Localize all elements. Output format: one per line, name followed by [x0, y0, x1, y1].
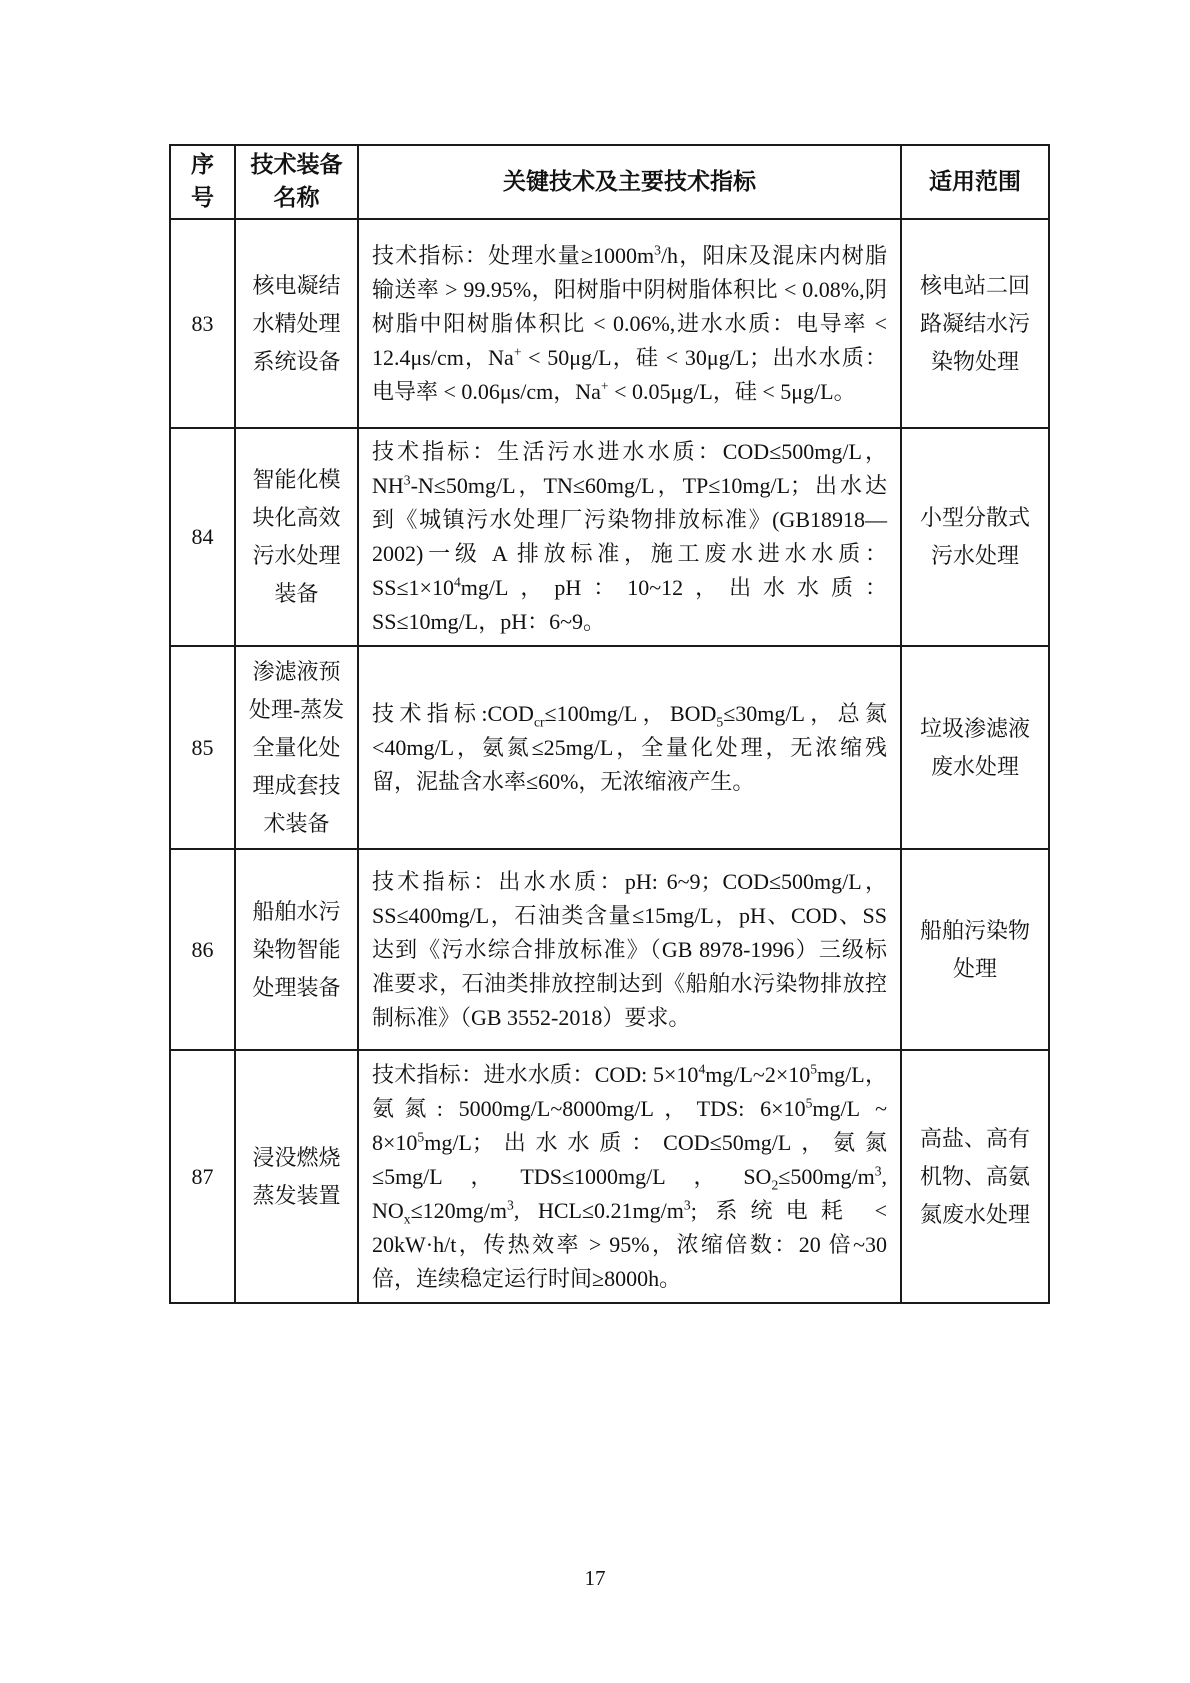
col-header-serial: [170, 145, 235, 219]
equipment-name: 智能化模块化高效污水处理装备: [235, 428, 358, 646]
table-header-row: [170, 145, 1049, 219]
equipment-name: 渗滤液预处理-蒸发全量化处理成套技术装备: [235, 646, 358, 849]
equipment-name: 核电凝结水精处理系统设备: [235, 219, 358, 428]
col-header-indicators: 关键技术及主要技术指标: [358, 145, 901, 219]
table-row: [170, 1050, 1049, 1303]
indicators-text: 技术指标：生活污水进水水质：COD≤500mg/L，$NH^3-N\le 50mg/L$，TN≤60mg/L，TP≤10mg/L；出水达到《城镇污水处理厂污染物排放标准》(GB18918—2002)一级 A 排放标准，施工废水进水水质：$SS\le 1\times 10^4mg/L$，pH：10~12，出水水质：SS≤10mg/L，pH：6~9。: [358, 428, 901, 646]
row-serial: 83: [170, 219, 235, 428]
col-header-equipment-name-label: 技术装备名称: [250, 152, 343, 211]
scope-text: 核电站二回路凝结水污染物处理: [901, 219, 1049, 428]
col-header-scope: 适用范围: [901, 145, 1049, 219]
indicators-text: 技术指标：进水水质：COD: $5\times 10^4mg/L\sim 2\times 10^5mg/L$，氨氮: 5000mg/L~8000mg/L，TDS: $6\times 10^5mg/L$ ~ $8\times 10^5mg/L$；出水水质：COD≤50mg/L，氨氮≤5mg/L，TDS≤1000mg/L，$SO_2\le 500mg/m^3$, $NO_x\le 120mg/m^3$, $HCL\le 0.21mg/m^3$; 系统电耗 < 20kW·h/t，传热效率 > 95%，浓缩倍数：20 倍~30 倍，连续稳定运行时间≥8000h。: [358, 1050, 901, 1303]
col-header-equipment-name: [235, 145, 358, 219]
page-number: 17: [584, 1566, 606, 1590]
table-row: [170, 646, 1049, 849]
row-serial: 86: [170, 849, 235, 1050]
row-serial: 85: [170, 646, 235, 849]
indicators-text: 技术指标$:COD_{cr}\le 100mg/L$，$BOD_5\le 30mg/L$，总氮<40mg/L，氨氮≤25mg/L，全量化处理，无浓缩残留，泥盐含水率≤60%，无浓缩液产生。: [358, 646, 901, 849]
col-header-serial-label: 序号: [191, 152, 214, 211]
table-row: [170, 219, 1049, 428]
table-row: [170, 849, 1049, 1050]
equipment-name: 浸没燃烧蒸发装置: [235, 1050, 358, 1303]
equipment-table: [169, 144, 1050, 1304]
indicators-text: 技术指标：处理水量$\ge 1000m^3/h$，阳床及混床内树脂输送率 > 99.95%，阳树脂中阴树脂体积比 < 0.08%,阴树脂中阳树脂体积比 < 0.06%,进水水质：电导率 < 12.4μs/cm，Na+ < 50μg/L，硅 < 30μg/L；出水水质：电导率 < 0.06μs/cm，Na+ < 0.05μg/L，硅 < 5μg/L。: [358, 219, 901, 428]
scope-text: 垃圾渗滤液废水处理: [901, 646, 1049, 849]
equipment-name: 船舶水污染物智能处理装备: [235, 849, 358, 1050]
row-serial: 87: [170, 1050, 235, 1303]
scope-text: 小型分散式污水处理: [901, 428, 1049, 646]
table-row: [170, 428, 1049, 646]
row-serial: 84: [170, 428, 235, 646]
scope-text: 船舶污染物处理: [901, 849, 1049, 1050]
scope-text: 高盐、高有机物、高氨氮废水处理: [901, 1050, 1049, 1303]
indicators-text: 技术指标：出水水质：pH: 6~9；COD≤500mg/L，SS≤400mg/L，石油类含量≤15mg/L，pH、COD、SS 达到《污水综合排放标准》（GB 8978-1996）三级标准要求，石油类排放控制达到《船舶水污染物排放控制标准》（GB 3552-2018）要求。: [358, 849, 901, 1050]
